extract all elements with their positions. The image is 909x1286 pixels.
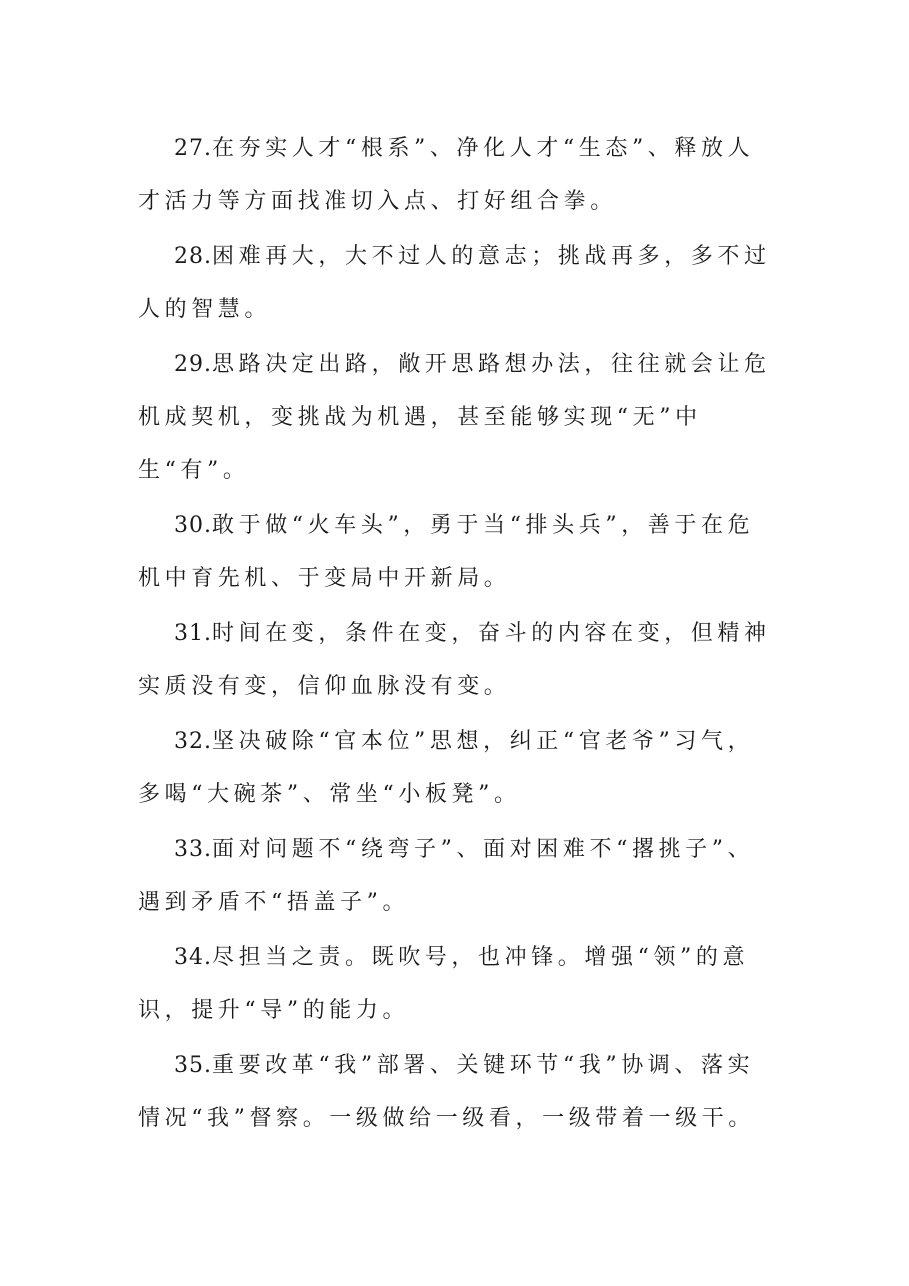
paragraph-number: 28. (174, 244, 212, 269)
paragraph-text: 重要改革“我”部署、关键环节“我”协调、落实情况“我”督察。一级做给一级看，一级带着一级干。 (138, 1053, 755, 1131)
paragraph-34 (138, 931, 778, 1037)
paragraph-35 (138, 1039, 778, 1145)
paragraph-number: 29. (174, 352, 212, 377)
paragraph-text: 敢于做“火车头”，勇于当“排头兵”，善于在危机中育先机、于变局中开新局。 (138, 513, 755, 591)
paragraph-text: 困难再大，大不过人的意志；挑战再多，多不过人的智慧。 (138, 244, 771, 322)
paragraph-text: 尽担当之责。既吹号，也冲锋。增强“领”的意识，提升“导”的能力。 (138, 945, 750, 1023)
paragraph-number: 35. (174, 1053, 212, 1078)
paragraph-text: 思路决定出路，敞开思路想办法，往往就会让危机成契机，变挑战为机遇，甚至能够实现“无”中生“有”。 (138, 352, 771, 483)
paragraph-number: 31. (174, 621, 212, 646)
document-body (138, 122, 778, 1147)
paragraph-30 (138, 499, 778, 605)
paragraph-number: 34. (174, 945, 212, 970)
paragraph-31 (138, 607, 778, 713)
paragraph-28 (138, 230, 778, 336)
paragraph-33 (138, 823, 778, 929)
paragraph-number: 30. (174, 513, 212, 538)
paragraph-number: 27. (174, 136, 212, 161)
paragraph-text: 时间在变，条件在变，奋斗的内容在变，但精神实质没有变，信仰血脉没有变。 (138, 621, 771, 699)
paragraph-32 (138, 715, 778, 821)
paragraph-text: 坚决破除“官本位”思想，纠正“官老爷”习气，多喝“大碗茶”、常坐“小板凳”。 (138, 729, 755, 807)
paragraph-number: 32. (174, 729, 212, 754)
paragraph-text: 面对问题不“绕弯子”、面对困难不“撂挑子”、遇到矛盾不“捂盖子”。 (138, 837, 755, 915)
paragraph-text: 在夯实人才“根系”、净化人才“生态”、释放人才活力等方面找准切入点、打好组合拳。 (138, 136, 755, 214)
paragraph-27 (138, 122, 778, 228)
paragraph-number: 33. (174, 837, 212, 862)
paragraph-29 (138, 338, 778, 497)
